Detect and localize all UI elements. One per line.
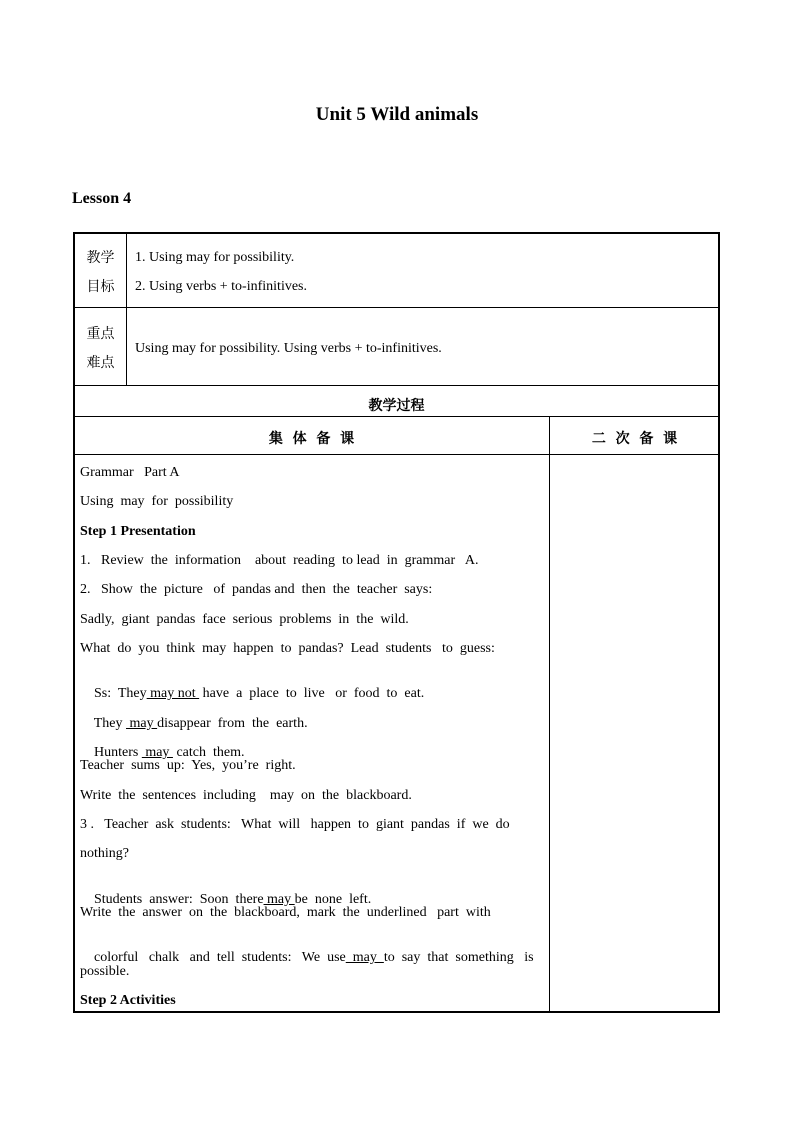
underlined-word: may <box>263 892 295 907</box>
row-divider <box>74 307 719 308</box>
underlined-word: may not <box>146 686 200 701</box>
content-line: nothing? <box>80 846 129 861</box>
second-prep-header: 二 次 备 课 <box>591 431 678 447</box>
content-line: Sadly, giant pandas face serious problems in the wild. <box>80 612 409 627</box>
document-title: Unit 5 Wild animals <box>315 104 479 125</box>
objective-item: 2. Using verbs + to-infinitives. <box>135 279 307 294</box>
content-line: 3 . Teacher ask students: What will happen to giant pandas if we do <box>80 817 510 832</box>
content-line: They may disappear from the earth. <box>93 716 308 731</box>
objective-item: 1. Using may for possibility. <box>135 250 295 265</box>
content-line: Teacher sums up: Yes, you’re right. <box>80 758 296 773</box>
content-line: Hunters may catch them. <box>94 745 245 760</box>
content-line: colorful chalk and tell students: We use may to say that something is <box>94 950 534 965</box>
underlined-word: may <box>141 745 173 760</box>
content-line: Using may for possibility <box>80 494 234 509</box>
content-line: possible. <box>80 964 130 979</box>
content-line: Write the answer on the blackboard, mark the underlined part with <box>80 905 491 920</box>
row-divider <box>74 385 719 386</box>
content-line: 2. Show the picture of pandas and then the teacher says: <box>80 582 433 597</box>
key-points-text: Using may for possibility. Using verbs + to-infinitives. <box>135 341 442 356</box>
label-column-divider <box>126 234 127 385</box>
underlined-word: may <box>345 950 384 965</box>
step-heading: Step 2 Activities <box>80 993 176 1008</box>
content-line: 1. Review the information about reading to lead in grammar A. <box>80 553 479 568</box>
content-line: Write the sentences including may on the blackboard. <box>80 788 412 803</box>
row-divider <box>74 416 719 417</box>
content-line: Ss: They may not have a place to live or food to eat. <box>94 686 425 701</box>
underlined-word: may <box>126 716 158 731</box>
content-line: Grammar Part A <box>80 465 180 480</box>
lesson-heading: Lesson 4 <box>72 190 132 207</box>
second-prep-cell <box>550 455 719 1011</box>
group-prep-header: 集 体 备 课 <box>268 431 355 447</box>
objectives-label: 教学 目标 <box>86 250 115 295</box>
key-points-label: 重点 难点 <box>86 326 115 371</box>
content-line: Students answer: Soon there may be none left. <box>94 892 372 907</box>
content-line: What do you think may happen to pandas? Lead students to guess: <box>80 641 495 656</box>
process-header: 教学过程 <box>368 398 425 414</box>
step-heading: Step 1 Presentation <box>80 524 196 539</box>
